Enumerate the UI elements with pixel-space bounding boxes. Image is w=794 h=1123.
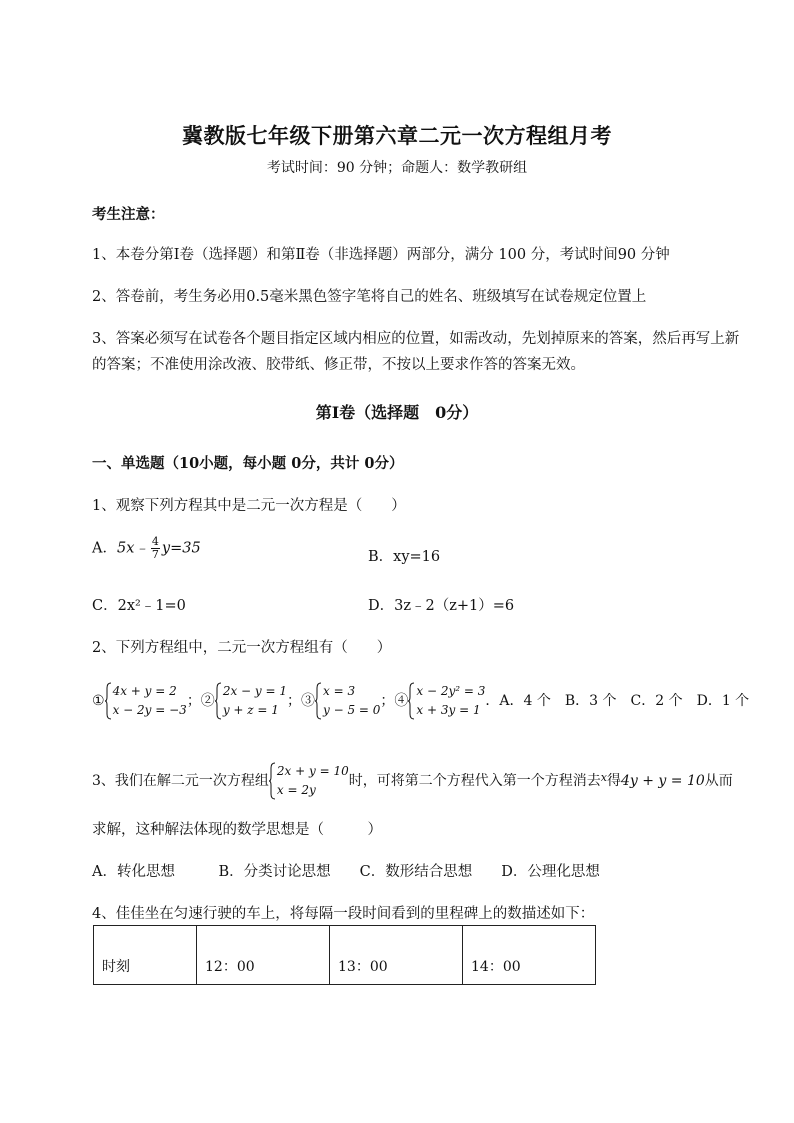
exam-title: 冀教版七年级下册第六章二元一次方程组月考	[182, 123, 612, 148]
q3-line-2: 求解，这种解法体现的数学思想是（ ）	[92, 822, 382, 838]
brace-icon	[315, 682, 322, 720]
q4-stem: 4、佳佳坐在匀速行驶的车上，将每隔一段时间看到的里程碑上的数描述如下：	[92, 906, 595, 922]
brace-icon	[215, 682, 222, 720]
q3-var: x	[600, 771, 607, 784]
q1-option-b: B．xy=16	[368, 549, 441, 565]
q2-system-4	[408, 682, 485, 720]
q3-system	[269, 762, 349, 800]
q2-system-1	[105, 682, 187, 720]
table-cell: 时刻	[94, 926, 197, 985]
q2-s3-eq2: y − 5 = 0	[323, 703, 381, 717]
q2-s4-eq2: x + 3y = 1	[416, 703, 481, 717]
q1-stem: 1、观察下列方程其中是二元一次方程是（ ）	[92, 498, 406, 514]
q2-options: ．A．4 个 B．3 个 C．2 个 D．1 个	[485, 693, 750, 709]
q2-marker-4: ；④	[380, 693, 409, 709]
q1-a-pre: 5x﹣	[116, 540, 149, 557]
q1-option-d: D．3z﹣2（z+1）=6	[368, 598, 515, 614]
q1-a-label: A．	[92, 540, 117, 557]
exam-subtitle: 考试时间：90 分钟；命题人：数学教研组	[266, 160, 528, 176]
brace-icon	[269, 762, 276, 800]
q2-systems-line	[92, 682, 749, 720]
q2-system-3	[315, 682, 380, 720]
q1-option-c: C．2x²﹣1=0	[92, 598, 186, 614]
brace-icon	[408, 682, 415, 720]
brace-icon	[105, 682, 112, 720]
q2-s3-eq1: x = 3	[323, 684, 356, 698]
q2-s4-eq1: x − 2y² = 3	[416, 684, 486, 698]
q3-mid2: 得	[606, 773, 621, 789]
q2-marker-3: ；③	[287, 693, 315, 709]
q3-options: A．转化思想 B．分类讨论思想 C．数形结合思想 D．公理化思想	[92, 864, 600, 880]
q2-marker-2: ；②	[186, 693, 215, 709]
q3-mid: 时，可将第二个方程代入第一个方程消去	[348, 773, 601, 789]
table-cell: 13：00	[330, 926, 463, 985]
q1-a-post: y=35	[161, 540, 201, 557]
q3-eq2: x = 2y	[276, 783, 316, 797]
q2-s2-eq1: 2x − y = 1	[222, 684, 287, 698]
q2-marker-1: ①	[92, 693, 105, 709]
table-row	[94, 926, 596, 985]
q2-s1-eq2: x − 2y = −3	[112, 703, 187, 717]
q2-stem: 2、下列方程组中，二元一次方程组有（ ）	[92, 640, 392, 656]
notice-item-3: 3、答案必须写在试卷各个题目指定区域内相应的位置，如需改动，先划掉原来的答案，然后再写上新	[92, 331, 740, 347]
q3-line-1	[92, 762, 733, 800]
q1-option-a	[92, 536, 201, 561]
q3-pre: 3、我们在解二元一次方程组	[92, 773, 269, 789]
notice-heading: 考生注意：	[92, 206, 165, 223]
q1-a-fraction	[151, 536, 160, 561]
q3-eq: 4y + y = 10	[620, 773, 705, 789]
q1-a-numerator: 4	[151, 535, 159, 548]
notice-item-2: 2、答卷前，考生务必用0.5毫米黑色签字笔将自己的姓名、班级填写在试卷规定位置上	[92, 289, 647, 305]
table-cell: 14：00	[463, 926, 596, 985]
q2-system-2	[215, 682, 287, 720]
notice-item-1: 1、本卷分第Ⅰ卷（选择题）和第Ⅱ卷（非选择题）两部分，满分 100 分，考试时间90 分钟	[92, 247, 670, 263]
section-title: 第Ⅰ卷（选择题 0分）	[315, 403, 479, 422]
q4-table	[93, 925, 596, 985]
notice-item-3-cont: 的答案；不准使用涂改液、胶带纸、修正带，不按以上要求作答的答案无效。	[92, 357, 585, 373]
part-heading: 一、单选题（10小题，每小题 0分，共计 0分）	[92, 455, 404, 472]
q2-s1-eq1: 4x + y = 2	[112, 684, 177, 698]
q2-s2-eq2: y + z = 1	[222, 703, 279, 717]
q1-a-denominator: 7	[151, 548, 159, 561]
table-cell: 12：00	[197, 926, 330, 985]
q3-eq1: 2x + y = 10	[276, 764, 349, 778]
q3-post: 从而	[704, 773, 733, 789]
